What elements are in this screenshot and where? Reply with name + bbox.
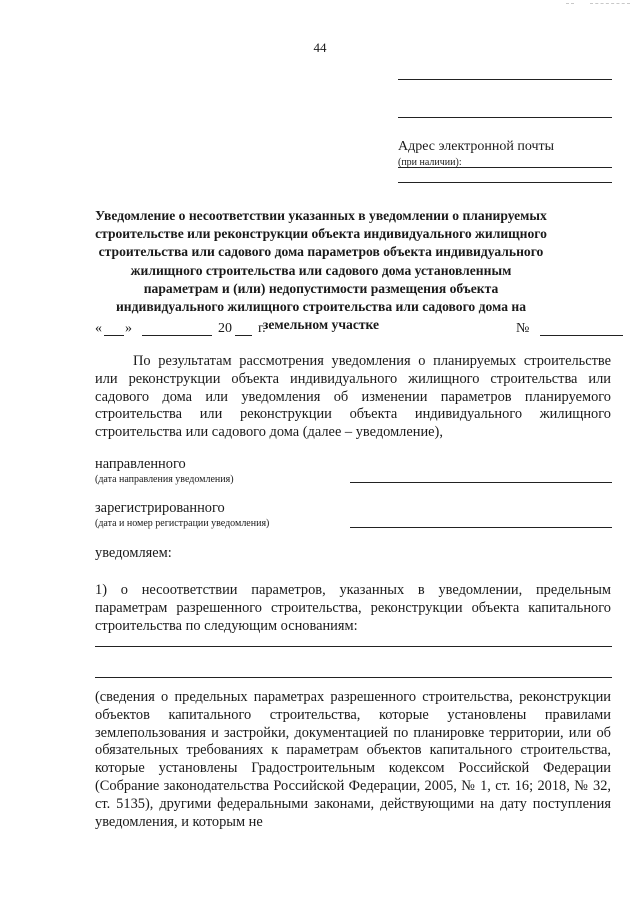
crop-mark (566, 3, 574, 4)
page-number: 44 (313, 40, 327, 55)
sent-line (350, 482, 612, 483)
address-line-2 (398, 117, 612, 118)
email-line-2 (398, 182, 612, 183)
registered-hint: (дата и номер регистрации уведомления) (95, 518, 270, 529)
item-1-text: 1) о несоответствии параметров, указанных в уведомлении, предельным параметрам разрешенного строительства, реконструкции объекта капитального строительства по следующим основаниям: (95, 582, 611, 634)
day-blank (104, 335, 124, 336)
item-1-line-2 (95, 677, 612, 678)
date-open-quote: « (95, 321, 102, 336)
date-close-quote: » (125, 321, 132, 336)
year-prefix: 20 (218, 321, 232, 336)
email-line (398, 167, 612, 168)
sent-label: направленного (95, 456, 186, 472)
email-label: Адрес электронной почты (398, 139, 555, 154)
number-sign: № (516, 321, 530, 336)
year-suffix: г. (258, 321, 266, 336)
date-line (95, 321, 630, 339)
month-blank (142, 335, 212, 336)
number-blank (540, 335, 623, 336)
details-paragraph: (сведения о предельных параметрах разрешенного строительства, реконструкции объектов капитального строительства, которые установлены правилами землепользования и застройки, документацией по планировке территории, или об обязательных требованиях к параметрам объектов капитального строительства, которые установлены Градостроительным кодексом Российской Федерации (Собрание законодательства Российской Федерации, 2005, № 1, ст. 16; 2018, № 32, ст. 5135), другими федеральными законами, действующими на дату поступления уведомления, и которым не (95, 689, 611, 830)
notify-label: уведомляем: (95, 545, 172, 561)
address-line-1 (398, 79, 612, 80)
crop-mark (590, 3, 630, 4)
intro-paragraph: По результатам рассмотрения уведомления о планируемых строительстве или реконструкции объекта индивидуального жилищного строительства или садового дома или уведомления об изменении параметров планируемого строительства или реконструкции объекта индивидуального жилищного строительства или садового дома (далее – уведомление), (95, 353, 611, 441)
sent-hint: (дата направления уведомления) (95, 474, 234, 485)
email-hint: (при наличии): (398, 157, 462, 168)
item-1-line-1 (95, 646, 612, 647)
registered-line (350, 527, 612, 528)
registered-label: зарегистрированного (95, 500, 225, 516)
year-blank (235, 335, 252, 336)
document-title: Уведомление о несоответствии указанных в уведомлении о планируемых строительстве или реконструкции объекта индивидуального жилищного строительства или садового дома параметров объекта индивидуального жилищного строительства или садового дома установленным параметрам и (или) недопустимости размещения объекта индивидуального жилищного строительства или садового дома на земельном участке (95, 208, 547, 333)
